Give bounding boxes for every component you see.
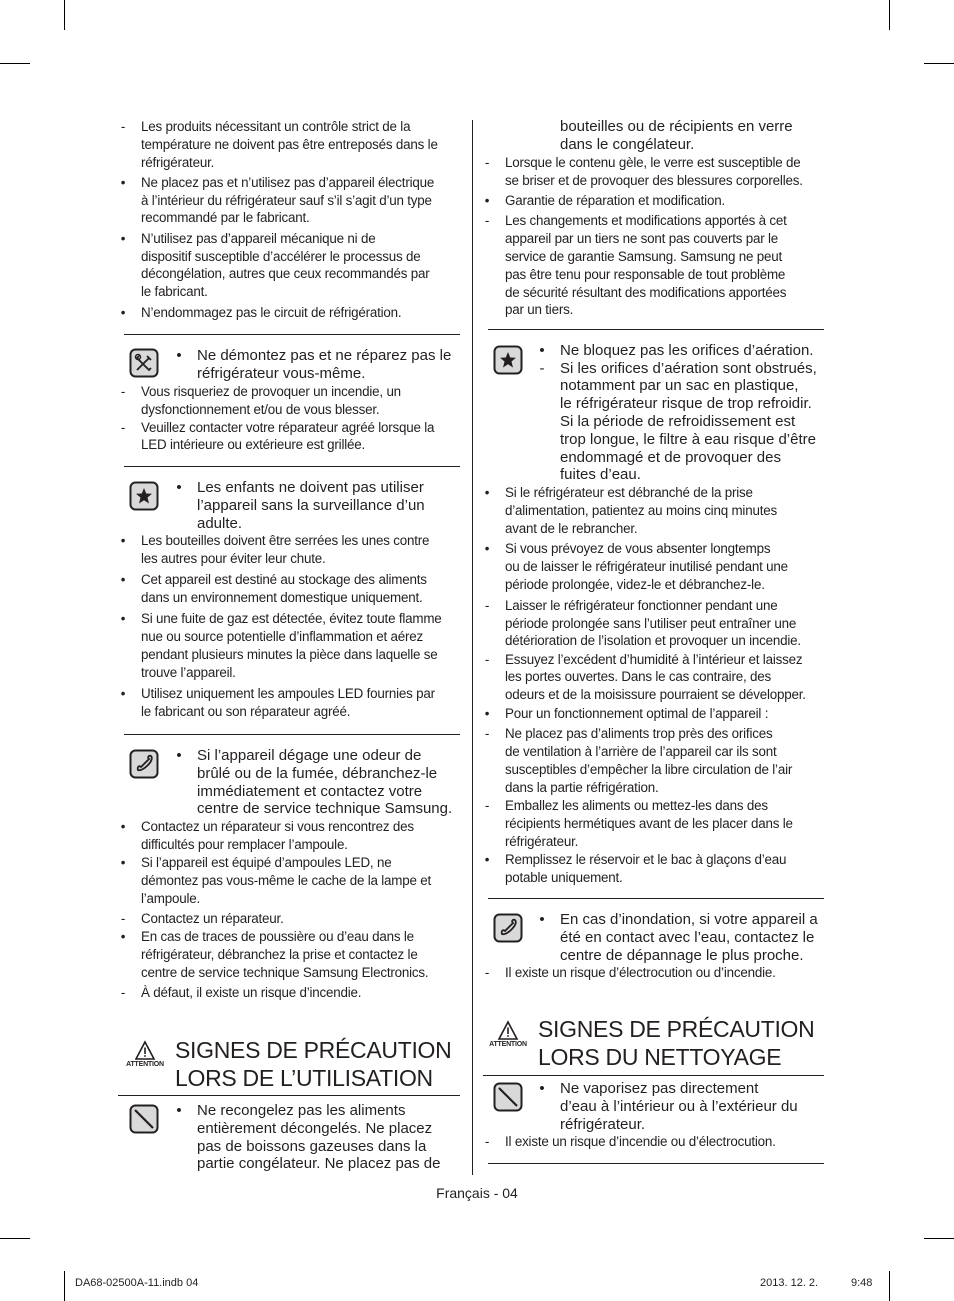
item-text-line: potable uniquement. bbox=[505, 869, 623, 885]
crop-mark bbox=[924, 63, 954, 64]
item-marker: • bbox=[120, 230, 126, 246]
box-text-line: d’eau à l’intérieur ou à l’extérieur du bbox=[560, 1097, 798, 1115]
important-star-icon bbox=[129, 481, 159, 511]
item-text-line: À défaut, il existe un risque d’incendie. bbox=[141, 985, 362, 1001]
item-marker: - bbox=[484, 965, 490, 980]
item-marker: • bbox=[120, 174, 126, 190]
item-text-line: Si le réfrigérateur est débranché de la prise bbox=[505, 485, 753, 500]
item-text-line: se briser et de provoquer des blessures corporelles. bbox=[505, 172, 803, 188]
section-rule bbox=[118, 1095, 460, 1096]
item-text-line: Laisser le réfrigérateur fonctionner pendant une bbox=[505, 597, 778, 613]
box-text-line: Ne recongelez pas les aliments bbox=[197, 1102, 406, 1119]
item-text-line: température ne doivent pas être entreposés dans le bbox=[141, 136, 438, 152]
item-text-line: réfrigérateur. bbox=[505, 833, 579, 849]
box-text-line: pas de boissons gazeuses dans la bbox=[197, 1137, 427, 1155]
box-text-line: bouteilles ou de récipients en verre bbox=[560, 118, 793, 135]
box-text-line: Si les orifices d’aération sont obstrués, bbox=[560, 359, 817, 377]
item-text-line: Contactez un réparateur. bbox=[141, 911, 284, 926]
item-text-line: En cas de traces de poussière ou d’eau dans le bbox=[141, 929, 414, 945]
item-text-line: Vous risqueriez de provoquer un incendie, un bbox=[141, 384, 401, 399]
contact-service-icon bbox=[493, 913, 523, 943]
item-text-line: recommandé par le fabricant. bbox=[141, 210, 310, 226]
attention-label: ATTENTION bbox=[126, 1061, 164, 1068]
item-marker: • bbox=[539, 1080, 545, 1097]
item-text-line: les portes ouvertes. Dans le cas contraire, des bbox=[505, 669, 771, 685]
item-marker: - bbox=[120, 384, 126, 399]
item-marker: - bbox=[484, 1134, 490, 1149]
crop-mark bbox=[0, 63, 30, 64]
box-text-line: endommagé et de provoquer des bbox=[560, 448, 781, 466]
column-divider bbox=[472, 120, 473, 1175]
item-text-line: difficultés pour remplacer l’ampoule. bbox=[141, 836, 348, 852]
item-text-line: Ne placez pas d’aliments trop près des orifices bbox=[505, 726, 773, 742]
item-text-line: Veuillez contacter votre réparateur agréé lorsque la bbox=[141, 419, 435, 435]
important-star-icon bbox=[493, 345, 523, 375]
item-text-line: dans un environnement domestique uniquement. bbox=[141, 589, 423, 605]
item-text-line: le fabricant. bbox=[141, 284, 208, 300]
item-text-line: centre de service technique Samsung Electronics. bbox=[141, 964, 429, 980]
box-text-line: En cas d’inondation, si votre appareil a bbox=[560, 911, 818, 928]
item-text-line: démontez pas vous-même le cache de la lampe et bbox=[141, 872, 432, 888]
item-text-line: période prolongée sans l’utiliser peut entraîner une bbox=[505, 615, 797, 631]
item-text-line: l’ampoule. bbox=[141, 890, 201, 906]
attention-badge bbox=[125, 1040, 165, 1068]
box-text-line: dans le congélateur. bbox=[560, 135, 695, 153]
no-disassembly-icon bbox=[129, 348, 159, 378]
item-text-line: Les bouteilles doivent être serrées les unes contre bbox=[141, 533, 430, 548]
item-text-line: Si l’appareil est équipé d’ampoules LED, ne bbox=[141, 855, 392, 871]
prohibited-icon bbox=[493, 1082, 523, 1112]
item-text-line: appareil par un tiers ne sont pas couverts par le bbox=[505, 231, 779, 247]
item-marker: • bbox=[484, 852, 490, 867]
warning-triangle-icon bbox=[488, 1020, 528, 1042]
imprint-date: 2013. 12. 2. bbox=[760, 1277, 819, 1289]
item-marker: - bbox=[484, 651, 490, 667]
crop-mark bbox=[64, 1271, 65, 1301]
section-rule bbox=[124, 734, 460, 735]
section-heading-line: SIGNES DE PRÉCAUTION bbox=[538, 1016, 815, 1042]
item-text-line: Lorsque le contenu gèle, le verre est susceptible de bbox=[505, 155, 801, 170]
item-text-line: période prolongée, videz-le et débranchez-le. bbox=[505, 576, 765, 592]
item-text-line: dans la partie réfrigération. bbox=[505, 779, 659, 795]
box-text-line: centre de dépannage le plus proche. bbox=[560, 946, 804, 964]
warning-triangle-icon bbox=[125, 1040, 165, 1062]
item-text-line: Pour un fonctionnement optimal de l’appareil : bbox=[505, 705, 769, 721]
item-text-line: réfrigérateur. bbox=[141, 154, 215, 170]
box-text-line: immédiatement et contactez votre bbox=[197, 782, 423, 800]
item-text-line: par un tiers. bbox=[505, 302, 574, 318]
imprint-time: 9:48 bbox=[851, 1277, 873, 1289]
item-marker: - bbox=[484, 155, 490, 170]
item-text-line: nue ou source potentielle d’inflammation et aérez bbox=[141, 628, 423, 644]
item-marker: - bbox=[484, 213, 490, 229]
item-text-line: Cet appareil est destiné au stockage des aliments bbox=[141, 572, 427, 588]
item-text-line: d’alimentation, patientez au moins cinq minutes bbox=[505, 502, 777, 518]
item-marker: • bbox=[176, 1102, 182, 1119]
item-marker: • bbox=[120, 855, 126, 871]
imprint-file: DA68-02500A-11.indb 04 bbox=[75, 1277, 199, 1289]
item-marker: • bbox=[120, 685, 126, 701]
item-text-line: Si une fuite de gaz est détectée, évitez toute flamme bbox=[141, 611, 442, 627]
item-text-line: le fabricant ou son réparateur agréé. bbox=[141, 703, 351, 719]
item-marker: - bbox=[120, 985, 126, 1001]
item-text-line: décongélation, autres que ceux recommandés par bbox=[141, 266, 430, 282]
item-marker: • bbox=[539, 342, 545, 359]
box-text-line: centre de service technique Samsung. bbox=[197, 800, 453, 818]
item-text-line: de ventilation à l’arrière de l’appareil car ils sont bbox=[505, 744, 777, 760]
box-text-line: brûlé ou de la fumée, débranchez-le bbox=[197, 764, 438, 782]
page-number: Français - 04 bbox=[436, 1185, 518, 1201]
item-text-line: les autres pour éviter leur chute. bbox=[141, 550, 326, 566]
item-marker: - bbox=[484, 726, 490, 742]
box-text-line: fuites d’eau. bbox=[560, 466, 641, 484]
item-marker: - bbox=[120, 911, 126, 926]
item-marker: • bbox=[484, 705, 490, 721]
attention-badge bbox=[488, 1020, 528, 1048]
section-rule bbox=[483, 1075, 824, 1076]
crop-mark bbox=[64, 0, 65, 30]
box-text-line: Si la période de refroidissement est bbox=[560, 412, 796, 430]
item-text-line: Essuyez l’excédent d’humidité à l’intérieur et laissez bbox=[505, 651, 803, 667]
attention-label: ATTENTION bbox=[489, 1041, 527, 1048]
prohibited-icon bbox=[129, 1104, 159, 1134]
item-marker: - bbox=[120, 419, 126, 435]
item-marker: - bbox=[484, 798, 490, 814]
item-text-line: Emballez les aliments ou mettez-les dans des bbox=[505, 798, 768, 814]
item-text-line: Utilisez uniquement les ampoules LED fournies par bbox=[141, 685, 435, 701]
box-text-line: été en contact avec l’eau, contactez le bbox=[560, 928, 815, 946]
section-rule bbox=[124, 466, 460, 467]
item-text-line: à l’intérieur du réfrigérateur sauf s’il s’agit d’un type bbox=[141, 192, 432, 208]
item-text-line: Les produits nécessitant un contrôle strict de la bbox=[141, 119, 411, 134]
crop-mark bbox=[889, 1271, 890, 1301]
section-rule bbox=[488, 1163, 824, 1164]
item-text-line: récipients hermétiques avant de les placer dans le bbox=[505, 815, 793, 831]
item-text-line: susceptibles d’empêcher la libre circulation de l’air bbox=[505, 761, 793, 777]
item-text-line: trouve l’appareil. bbox=[141, 664, 236, 680]
section-heading bbox=[175, 1036, 451, 1092]
section-rule bbox=[488, 329, 824, 330]
item-marker: • bbox=[176, 479, 182, 496]
item-text-line: LED intérieure ou extérieure est grillée. bbox=[141, 437, 366, 453]
box-text-line: réfrigérateur vous-même. bbox=[197, 364, 366, 382]
item-text-line: pas être tenu pour responsable de tout problème bbox=[505, 266, 786, 282]
box-text-line: notamment par un sac en plastique, bbox=[560, 377, 799, 395]
item-text-line: Si vous prévoyez de vous absenter longtemps bbox=[505, 541, 771, 557]
item-text-line: réfrigérateur, débranchez la prise et contactez le bbox=[141, 947, 418, 963]
item-text-line: Remplissez le réservoir et le bac à glaçons d’eau bbox=[505, 852, 787, 867]
section-rule bbox=[488, 898, 824, 899]
item-text-line: Il existe un risque d’électrocution ou d’incendie. bbox=[505, 965, 776, 980]
item-marker: • bbox=[120, 533, 126, 548]
item-marker: • bbox=[539, 911, 545, 928]
item-text-line: ou de laisser le réfrigérateur inutilisé pendant une bbox=[505, 559, 788, 575]
box-text-line: Si l’appareil dégage une odeur de bbox=[197, 747, 422, 764]
item-text-line: odeurs et de la moisissure pourraient se développer. bbox=[505, 687, 806, 703]
section-heading bbox=[538, 1015, 814, 1071]
item-marker: • bbox=[484, 485, 490, 500]
contact-service-icon bbox=[129, 749, 159, 779]
box-text-line: trop longue, le filtre à eau risque d’être bbox=[560, 430, 816, 448]
item-text-line: Garantie de réparation et modification. bbox=[505, 193, 725, 209]
crop-mark bbox=[0, 1238, 30, 1239]
crop-mark bbox=[924, 1238, 954, 1239]
box-text-line: l’appareil sans la surveillance d’un bbox=[197, 496, 425, 514]
section-heading-line: LORS DU NETTOYAGE bbox=[538, 1044, 782, 1070]
item-text-line: Contactez un réparateur si vous rencontrez des bbox=[141, 819, 414, 834]
item-marker: - bbox=[120, 119, 126, 134]
item-marker: • bbox=[176, 747, 182, 764]
item-text-line: service de garantie Samsung. Samsung ne peut bbox=[505, 248, 783, 264]
item-marker: • bbox=[484, 193, 490, 209]
box-text-line: Ne vaporisez pas directement bbox=[560, 1080, 759, 1097]
box-text-line: réfrigérateur. bbox=[560, 1115, 646, 1133]
item-text-line: N’endommagez pas le circuit de réfrigération. bbox=[141, 304, 402, 320]
item-text-line: dispositif susceptible d’accélérer le processus de bbox=[141, 248, 421, 264]
box-text-line: partie congélateur. Ne placez pas de bbox=[197, 1155, 441, 1173]
item-text-line: détérioration de l’isolation et provoquer un incendie. bbox=[505, 633, 801, 649]
item-marker: • bbox=[120, 929, 126, 945]
box-text-line: adulte. bbox=[197, 514, 243, 532]
box-text-line: Ne bloquez pas les orifices d’aération. bbox=[560, 342, 814, 359]
item-text-line: avant de le rebrancher. bbox=[505, 520, 638, 536]
crop-mark bbox=[889, 0, 890, 30]
item-text-line: pendant plusieurs minutes la pièce dans laquelle se bbox=[141, 646, 438, 662]
box-text-line: Ne démontez pas et ne réparez pas le bbox=[197, 347, 452, 364]
box-text-line: entièrement décongelés. Ne placez bbox=[197, 1119, 433, 1137]
section-rule bbox=[124, 334, 460, 335]
item-marker: • bbox=[176, 347, 182, 364]
item-text-line: de sécurité résultant des modifications apportées bbox=[505, 284, 787, 300]
item-marker: • bbox=[120, 572, 126, 588]
item-marker: • bbox=[484, 541, 490, 557]
box-text-line: le réfrigérateur risque de trop refroidir. bbox=[560, 395, 812, 413]
item-marker: • bbox=[120, 819, 126, 834]
item-marker: - bbox=[484, 597, 490, 613]
item-marker: • bbox=[120, 304, 126, 320]
section-heading-line: SIGNES DE PRÉCAUTION bbox=[175, 1037, 452, 1063]
item-text-line: Les changements et modifications apportés à cet bbox=[505, 213, 787, 229]
section-heading-line: LORS DE L’UTILISATION bbox=[175, 1065, 433, 1091]
item-marker: • bbox=[120, 611, 126, 627]
item-text-line: Il existe un risque d’incendie ou d’électrocution. bbox=[505, 1134, 776, 1149]
item-text-line: dysfonctionnement et/ou de vous blesser. bbox=[141, 401, 380, 417]
item-marker: - bbox=[539, 359, 545, 377]
box-text-line: Les enfants ne doivent pas utiliser bbox=[197, 479, 424, 496]
item-text-line: Ne placez pas et n’utilisez pas d’appareil électrique bbox=[141, 174, 435, 190]
item-text-line: N’utilisez pas d’appareil mécanique ni de bbox=[141, 230, 376, 246]
